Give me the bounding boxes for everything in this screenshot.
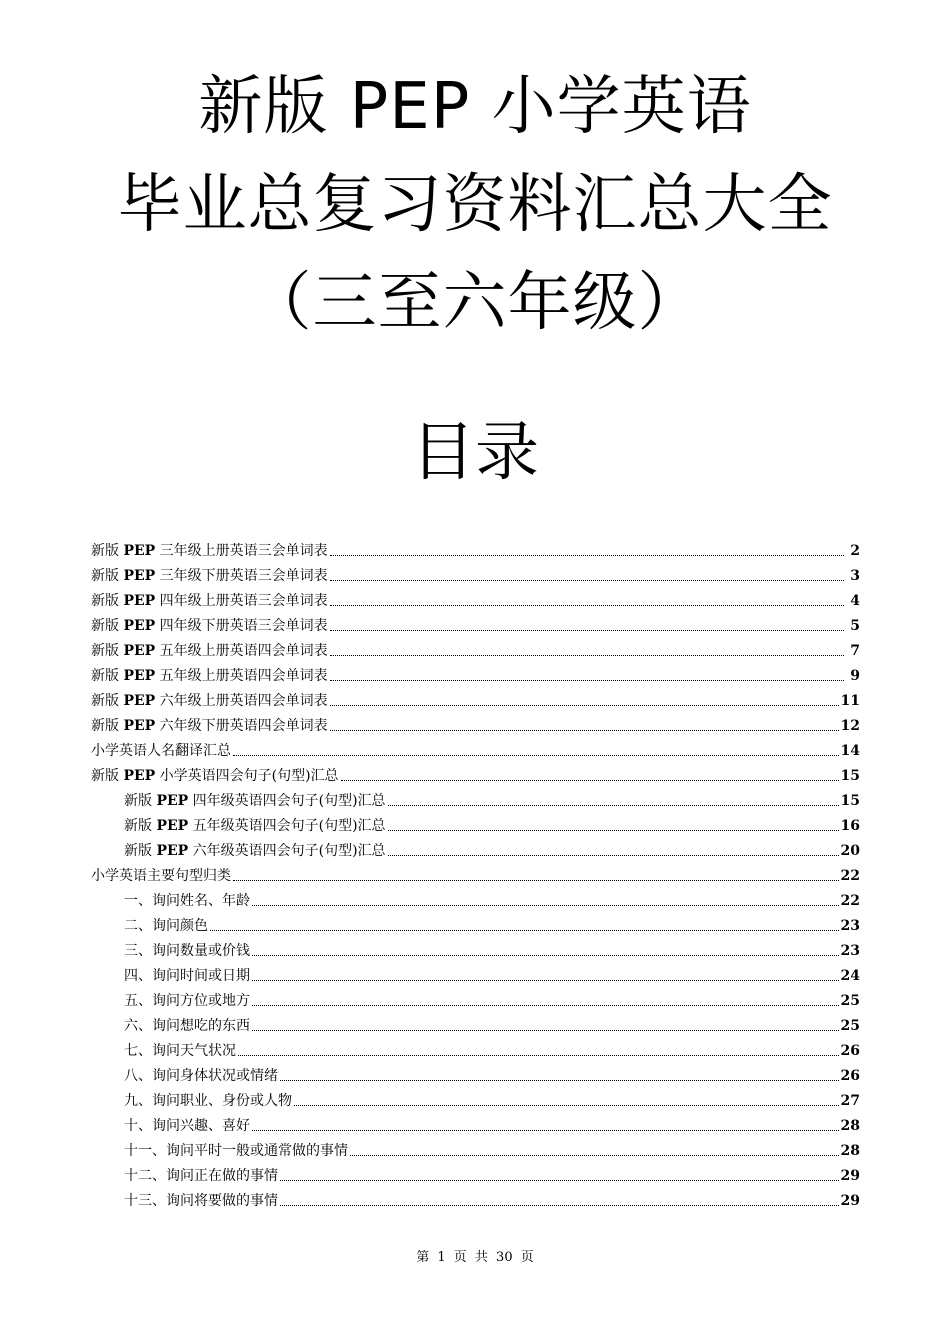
toc-entry-prefix: 新版 <box>91 543 124 559</box>
toc-entry-text: 五年级英语四会句子(句型)汇总 <box>188 818 386 834</box>
toc-entry-page-number: 23 <box>840 918 860 934</box>
toc-entry-page-number: 29 <box>840 1168 860 1184</box>
toc-dot-leader <box>330 579 844 581</box>
toc-entry[interactable] <box>91 864 860 889</box>
toc-entry-text: 九、询问职业、身份或人物 <box>124 1093 292 1109</box>
toc-entry-label <box>124 814 386 839</box>
toc-entry[interactable] <box>91 1164 860 1189</box>
toc-entry-text: 八、询问身体状况或情绪 <box>124 1068 278 1084</box>
toc-entry-prefix: 新版 <box>124 793 157 809</box>
toc-dot-leader <box>252 904 839 906</box>
toc-entry-label <box>124 964 250 989</box>
toc-entry[interactable] <box>91 764 860 789</box>
toc-entry-brand: PEP <box>123 668 156 684</box>
toc-dot-leader <box>341 779 839 781</box>
toc-dot-leader <box>330 604 844 606</box>
toc-entry-brand: PEP <box>156 818 189 834</box>
toc-entry-label <box>124 839 386 864</box>
toc-entry-label <box>91 764 339 789</box>
toc-entry-brand: PEP <box>123 593 156 609</box>
toc-entry[interactable] <box>91 1089 860 1114</box>
toc-entry-brand: PEP <box>156 843 189 859</box>
toc-dot-leader <box>280 1079 839 1081</box>
toc-entry-prefix: 新版 <box>91 593 124 609</box>
toc-entry-page-number: 25 <box>840 1018 860 1034</box>
toc-entry-text: 四年级上册英语三会单词表 <box>155 593 328 609</box>
toc-entry-text: 六年级下册英语四会单词表 <box>155 718 328 734</box>
title-line-2: 毕业总复习资料汇总大全 <box>117 168 833 242</box>
toc-entry[interactable] <box>91 689 860 714</box>
toc-entry-page-number: 25 <box>840 993 860 1009</box>
toc-entry-label <box>91 564 328 589</box>
toc-entry-brand: PEP <box>123 693 156 709</box>
toc-entry-page-number: 3 <box>850 568 860 584</box>
toc-entry-text: 十三、询问将要做的事情 <box>124 1193 278 1209</box>
toc-entry-label <box>124 1014 250 1039</box>
toc-entry-label <box>124 989 250 1014</box>
toc-entry-brand: PEP <box>123 568 156 584</box>
title-line-3: （三至六年级） <box>247 266 703 340</box>
toc-dot-leader <box>330 679 844 681</box>
toc-entry-text: 四年级下册英语三会单词表 <box>155 618 328 634</box>
toc-entry-prefix: 新版 <box>91 643 124 659</box>
toc-entry-label <box>124 1089 292 1114</box>
toc-entry-text: 小学英语主要句型归类 <box>91 868 231 884</box>
toc-entry-brand: PEP <box>123 768 156 784</box>
toc-entry[interactable] <box>91 789 860 814</box>
toc-entry-text: 十、询问兴趣、喜好 <box>124 1118 250 1134</box>
toc-dot-leader <box>330 729 839 731</box>
toc-entry-text: 三年级上册英语三会单词表 <box>155 543 328 559</box>
toc-dot-leader <box>233 879 839 881</box>
toc-entry-page-number: 9 <box>850 668 860 684</box>
toc-entry-page-number: 26 <box>840 1043 860 1059</box>
toc-entry-prefix: 新版 <box>91 718 124 734</box>
toc-entry-page-number: 15 <box>840 793 860 809</box>
toc-entry-page-number: 28 <box>840 1118 860 1134</box>
toc-entry[interactable] <box>91 1189 860 1214</box>
toc-entry-text: 五年级上册英语四会单词表 <box>155 643 328 659</box>
toc-entry-label <box>124 1164 278 1189</box>
toc-entry-text: 一、询问姓名、年龄 <box>124 893 250 909</box>
toc-dot-leader <box>280 1204 839 1206</box>
toc-entry-text: 六年级上册英语四会单词表 <box>155 693 328 709</box>
toc-entry-label <box>124 1114 250 1139</box>
toc-entry-prefix: 新版 <box>91 568 124 584</box>
toc-entry[interactable] <box>91 1139 860 1164</box>
toc-entry-label <box>91 864 231 889</box>
toc-entry-page-number: 15 <box>840 768 860 784</box>
toc-dot-leader <box>388 854 839 856</box>
toc-entry-label <box>91 589 328 614</box>
toc-entry-page-number: 2 <box>850 543 860 559</box>
toc-entry[interactable] <box>91 1014 860 1039</box>
toc-entry[interactable] <box>91 1039 860 1064</box>
toc-entry-page-number: 27 <box>840 1093 860 1109</box>
toc-entry[interactable] <box>91 964 860 989</box>
toc-entry-label <box>124 1039 236 1064</box>
toc-entry-label <box>124 1189 278 1214</box>
toc-entry-label <box>91 714 328 739</box>
toc-entry-page-number: 24 <box>840 968 860 984</box>
toc-entry[interactable] <box>91 889 860 914</box>
toc-entry-brand: PEP <box>123 618 156 634</box>
toc-entry-label <box>91 539 328 564</box>
toc-entry[interactable] <box>91 664 860 689</box>
toc-entry-brand: PEP <box>156 793 189 809</box>
toc-dot-leader <box>252 1129 839 1131</box>
toc-entry[interactable] <box>91 939 860 964</box>
toc-entry-text: 小学英语四会句子(句型)汇总 <box>155 768 339 784</box>
toc-entry[interactable] <box>91 914 860 939</box>
toc-heading: 目录 <box>411 416 539 490</box>
toc-entry-text: 三、询问数量或价钱 <box>124 943 250 959</box>
toc-entry[interactable] <box>91 539 860 564</box>
toc-dot-leader <box>252 1004 839 1006</box>
toc-entry-prefix: 新版 <box>124 843 157 859</box>
toc-entry-brand: PEP <box>123 543 156 559</box>
toc-dot-leader <box>330 704 839 706</box>
toc-entry-page-number: 29 <box>840 1193 860 1209</box>
toc-entry-prefix: 新版 <box>91 768 124 784</box>
toc-entry-text: 七、询问天气状况 <box>124 1043 236 1059</box>
toc-dot-leader <box>238 1054 839 1056</box>
toc-entry-page-number: 5 <box>850 618 860 634</box>
toc-entry-text: 小学英语人名翻译汇总 <box>91 743 231 759</box>
toc-entry-page-number: 16 <box>840 818 860 834</box>
toc-entry-text: 十一、询问平时一般或通常做的事情 <box>124 1143 348 1159</box>
toc-entry-page-number: 26 <box>840 1068 860 1084</box>
toc-dot-leader <box>280 1179 839 1181</box>
toc-entry[interactable] <box>91 814 860 839</box>
toc-entry-text: 五、询问方位或地方 <box>124 993 250 1009</box>
toc-entry-label <box>91 689 328 714</box>
toc-entry-label <box>91 664 328 689</box>
toc-entry-label <box>91 614 328 639</box>
toc-entry[interactable] <box>91 714 860 739</box>
toc-entry[interactable] <box>91 639 860 664</box>
toc-entry-page-number: 7 <box>850 643 860 659</box>
toc-entry-page-number: 22 <box>840 893 860 909</box>
toc-entry-text: 四、询问时间或日期 <box>124 968 250 984</box>
table-of-contents <box>91 539 860 1214</box>
toc-entry-label <box>124 939 250 964</box>
document-title <box>0 58 950 352</box>
toc-dot-leader <box>388 829 839 831</box>
toc-dot-leader <box>350 1154 839 1156</box>
toc-entry-text: 二、询问颜色 <box>124 918 208 934</box>
toc-entry-page-number: 28 <box>840 1143 860 1159</box>
toc-entry-label <box>124 1064 278 1089</box>
toc-entry-label <box>124 789 386 814</box>
toc-entry-prefix: 新版 <box>91 693 124 709</box>
toc-entry[interactable] <box>91 1064 860 1089</box>
toc-dot-leader <box>252 979 839 981</box>
toc-entry[interactable] <box>91 589 860 614</box>
toc-dot-leader <box>294 1104 839 1106</box>
toc-entry-label <box>91 639 328 664</box>
toc-entry[interactable] <box>91 1114 860 1139</box>
toc-entry-page-number: 4 <box>850 593 860 609</box>
toc-dot-leader <box>330 554 844 556</box>
toc-dot-leader <box>252 954 839 956</box>
toc-entry-page-number: 20 <box>840 843 860 859</box>
toc-dot-leader <box>330 654 844 656</box>
toc-entry-page-number: 11 <box>840 693 860 709</box>
toc-entry-text: 五年级上册英语四会单词表 <box>155 668 328 684</box>
toc-entry-label <box>124 1139 348 1164</box>
toc-entry-text: 六年级英语四会句子(句型)汇总 <box>188 843 386 859</box>
toc-dot-leader <box>388 804 839 806</box>
toc-entry-text: 六、询问想吃的东西 <box>124 1018 250 1034</box>
toc-dot-leader <box>210 929 839 931</box>
title-line-1: 新版 PEP 小学英语 <box>198 70 752 144</box>
toc-dot-leader <box>233 754 839 756</box>
toc-dot-leader <box>330 629 844 631</box>
toc-entry-label <box>124 914 208 939</box>
toc-entry-label <box>124 889 250 914</box>
toc-entry-text: 四年级英语四会句子(句型)汇总 <box>188 793 386 809</box>
toc-entry-page-number: 22 <box>840 868 860 884</box>
toc-entry-brand: PEP <box>123 718 156 734</box>
toc-entry-prefix: 新版 <box>91 618 124 634</box>
toc-entry-label <box>91 739 231 764</box>
toc-entry-prefix: 新版 <box>124 818 157 834</box>
toc-entry-prefix: 新版 <box>91 668 124 684</box>
toc-entry-text: 十二、询问正在做的事情 <box>124 1168 278 1184</box>
toc-entry[interactable] <box>91 614 860 639</box>
toc-entry-page-number: 23 <box>840 943 860 959</box>
page-footer: 第 1 页 共 30 页 <box>416 1250 534 1265</box>
toc-entry-brand: PEP <box>123 643 156 659</box>
toc-dot-leader <box>252 1029 839 1031</box>
toc-entry[interactable] <box>91 839 860 864</box>
toc-entry-page-number: 12 <box>840 718 860 734</box>
toc-entry-text: 三年级下册英语三会单词表 <box>155 568 328 584</box>
toc-entry[interactable] <box>91 989 860 1014</box>
toc-entry[interactable] <box>91 564 860 589</box>
toc-entry-page-number: 14 <box>840 743 860 759</box>
toc-entry[interactable] <box>91 739 860 764</box>
